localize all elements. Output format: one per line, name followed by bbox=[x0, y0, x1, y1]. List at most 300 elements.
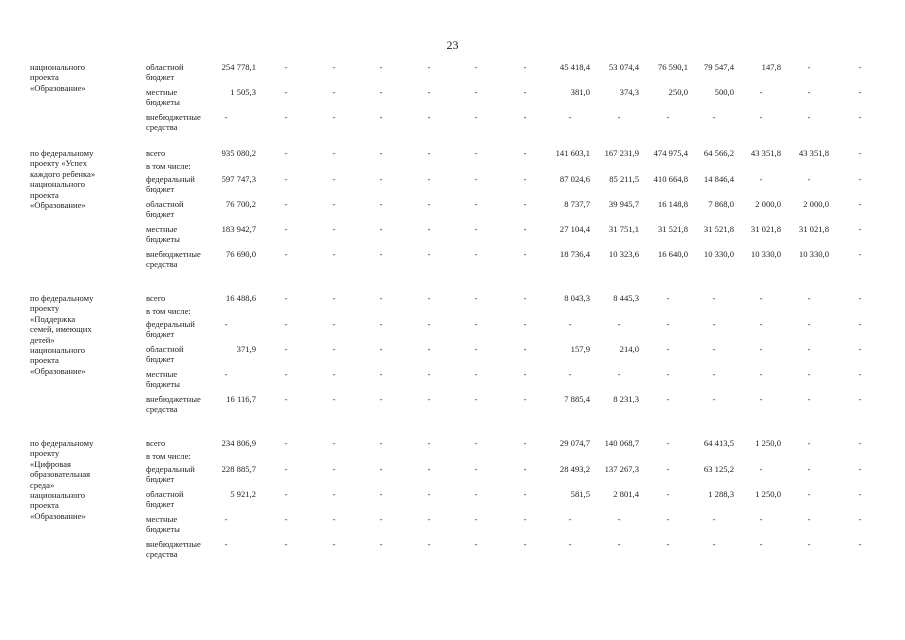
value-cell: - bbox=[568, 319, 572, 329]
year-cell: - bbox=[523, 394, 527, 404]
year-cell: - bbox=[523, 438, 527, 448]
value-cell: 167 231,9 bbox=[604, 148, 639, 158]
funding-source-line: бюджет bbox=[146, 184, 175, 195]
value-cell: 10 330,0 bbox=[703, 249, 734, 259]
funding-source-line: внебюджетные bbox=[146, 112, 201, 122]
value-cell: 64 413,5 bbox=[703, 438, 734, 448]
value-cell: 474 975,4 bbox=[653, 148, 688, 158]
funding-source bbox=[146, 112, 216, 133]
value-cell: - bbox=[617, 539, 621, 549]
year-cell: - bbox=[379, 438, 383, 448]
year-cell: - bbox=[379, 249, 383, 259]
funding-source-line: бюджеты bbox=[146, 524, 180, 535]
year-cell: - bbox=[523, 489, 527, 499]
value-cell: 43 351,8 bbox=[798, 148, 829, 158]
value-cell: - bbox=[807, 62, 811, 72]
funding-source bbox=[146, 539, 216, 560]
funding-source-line: внебюджетные bbox=[146, 249, 201, 259]
value-cell: - bbox=[807, 514, 811, 524]
year-cell: - bbox=[379, 489, 383, 499]
funding-source bbox=[146, 514, 216, 535]
year-cell: - bbox=[332, 112, 336, 122]
value-cell: - bbox=[807, 438, 811, 448]
value-cell: - bbox=[568, 514, 572, 524]
year-cell: - bbox=[379, 174, 383, 184]
year-cell: - bbox=[284, 539, 288, 549]
project-name bbox=[30, 62, 142, 93]
value-cell: - bbox=[617, 514, 621, 524]
year-cell: - bbox=[284, 112, 288, 122]
year-cell: - bbox=[379, 514, 383, 524]
value-cell: 2 000,0 bbox=[803, 199, 829, 209]
value-cell: 18 736,4 bbox=[559, 249, 590, 259]
year-cell: - bbox=[523, 539, 527, 549]
year-cell: - bbox=[332, 87, 336, 97]
funding-source-line: бюджет bbox=[146, 329, 175, 340]
year-cell: - bbox=[427, 224, 431, 234]
project-name-line: по федеральному bbox=[30, 293, 94, 303]
year-cell: - bbox=[474, 464, 478, 474]
project-name-line: национального bbox=[30, 490, 86, 501]
year-cell: - bbox=[332, 293, 336, 303]
project-name-line: среда» bbox=[30, 479, 55, 490]
year-cell: - bbox=[427, 344, 431, 354]
project-name-line: детей» bbox=[30, 334, 55, 345]
year-cell: - bbox=[474, 394, 478, 404]
year-cell: - bbox=[332, 464, 336, 474]
funding-source-line: областной bbox=[146, 199, 184, 209]
value-cell: 45 418,4 bbox=[559, 62, 590, 72]
value-cell: 140 068,7 bbox=[604, 438, 639, 448]
value-cell: 8 737,7 bbox=[564, 199, 590, 209]
value-cell: - bbox=[858, 87, 862, 97]
value-cell: 10 330,0 bbox=[750, 249, 781, 259]
value-cell: 14 846,4 bbox=[703, 174, 734, 184]
year-cell: - bbox=[427, 539, 431, 549]
value-cell: - bbox=[858, 293, 862, 303]
value-cell: - bbox=[666, 489, 670, 499]
value-cell: - bbox=[666, 438, 670, 448]
value-cell: - bbox=[666, 514, 670, 524]
year-cell: - bbox=[284, 438, 288, 448]
value-cell: - bbox=[807, 394, 811, 404]
value-cell: - bbox=[666, 394, 670, 404]
year-cell: - bbox=[523, 87, 527, 97]
funding-source bbox=[146, 319, 216, 340]
year-cell: - bbox=[523, 514, 527, 524]
value-cell: 43 351,8 bbox=[750, 148, 781, 158]
funding-source-line: всего bbox=[146, 293, 166, 303]
funding-source-line: местные bbox=[146, 369, 178, 379]
value-cell: 10 330,0 bbox=[798, 249, 829, 259]
project-name-line: проекта bbox=[30, 189, 59, 200]
year-cell: - bbox=[523, 148, 527, 158]
value-cell: 16 640,0 bbox=[657, 249, 688, 259]
year-cell: - bbox=[427, 249, 431, 259]
funding-source bbox=[146, 161, 216, 171]
year-cell: - bbox=[523, 344, 527, 354]
funding-source-line: всего bbox=[146, 148, 166, 158]
funding-source-line: бюджеты bbox=[146, 379, 180, 390]
project-name-line: национального bbox=[30, 62, 86, 72]
value-cell: 381,0 bbox=[570, 87, 590, 97]
value-cell: 157,9 bbox=[570, 344, 590, 354]
year-cell: - bbox=[427, 394, 431, 404]
funding-source-line: областной bbox=[146, 62, 184, 72]
year-cell: - bbox=[379, 199, 383, 209]
value-cell: 2 801,4 bbox=[613, 489, 639, 499]
year-cell: - bbox=[474, 224, 478, 234]
page-number: 23 bbox=[446, 38, 459, 52]
year-cell: - bbox=[332, 199, 336, 209]
program-block bbox=[0, 293, 905, 415]
year-cell: - bbox=[284, 319, 288, 329]
value-cell: 1 288,3 bbox=[708, 489, 734, 499]
year-cell: - bbox=[284, 249, 288, 259]
project-name bbox=[30, 293, 142, 376]
year-cell: - bbox=[379, 464, 383, 474]
value-cell: 410 664,8 bbox=[653, 174, 688, 184]
funding-source-line: местные bbox=[146, 224, 178, 234]
value-cell: 31 521,8 bbox=[703, 224, 734, 234]
value-cell: - bbox=[807, 319, 811, 329]
project-name-line: «Образование» bbox=[30, 365, 86, 376]
funding-source-line: средства bbox=[146, 122, 178, 133]
year-cell: - bbox=[474, 514, 478, 524]
value-cell: - bbox=[807, 464, 811, 474]
year-cell: - bbox=[284, 293, 288, 303]
project-name bbox=[30, 148, 142, 210]
value-cell: 8 231,3 bbox=[613, 394, 639, 404]
value-cell: - bbox=[858, 344, 862, 354]
total-cell: 16 116,7 bbox=[226, 394, 256, 404]
funding-source-line: федеральный bbox=[146, 464, 195, 474]
value-cell: - bbox=[759, 293, 763, 303]
year-cell: - bbox=[284, 87, 288, 97]
total-cell: - bbox=[224, 112, 228, 122]
year-cell: - bbox=[284, 464, 288, 474]
total-cell: - bbox=[224, 514, 228, 524]
funding-source-line: в том числе: bbox=[146, 306, 191, 316]
project-name-line: проекту bbox=[30, 448, 60, 459]
value-cell: 39 945,7 bbox=[608, 199, 639, 209]
funding-source-line: в том числе: bbox=[146, 451, 191, 461]
project-name-line: по федеральному bbox=[30, 438, 94, 448]
year-cell: - bbox=[523, 62, 527, 72]
project-name-line: национального bbox=[30, 179, 86, 190]
year-cell: - bbox=[427, 464, 431, 474]
value-cell: - bbox=[807, 489, 811, 499]
value-cell: - bbox=[617, 369, 621, 379]
year-cell: - bbox=[474, 62, 478, 72]
value-cell: 8 445,3 bbox=[613, 293, 639, 303]
value-cell: - bbox=[568, 539, 572, 549]
value-cell: 1 250,0 bbox=[755, 489, 781, 499]
year-cell: - bbox=[284, 369, 288, 379]
funding-source-line: внебюджетные bbox=[146, 394, 201, 404]
value-cell: - bbox=[759, 87, 763, 97]
year-cell: - bbox=[284, 394, 288, 404]
year-cell: - bbox=[332, 539, 336, 549]
year-cell: - bbox=[379, 539, 383, 549]
total-cell: 16 488,6 bbox=[225, 293, 256, 303]
total-cell: 1 505,3 bbox=[230, 87, 256, 97]
year-cell: - bbox=[332, 148, 336, 158]
value-cell: - bbox=[666, 319, 670, 329]
value-cell: - bbox=[858, 148, 862, 158]
project-name-line: «Образование» bbox=[30, 200, 86, 211]
year-cell: - bbox=[474, 438, 478, 448]
year-cell: - bbox=[427, 438, 431, 448]
funding-source-line: бюджет bbox=[146, 499, 175, 510]
total-cell: 228 885,7 bbox=[221, 464, 256, 474]
year-cell: - bbox=[379, 87, 383, 97]
value-cell: - bbox=[858, 174, 862, 184]
program-block bbox=[0, 148, 905, 270]
year-cell: - bbox=[284, 174, 288, 184]
funding-source bbox=[146, 369, 216, 390]
value-cell: - bbox=[759, 369, 763, 379]
year-cell: - bbox=[332, 224, 336, 234]
value-cell: - bbox=[712, 319, 716, 329]
value-cell: 141 603,1 bbox=[555, 148, 590, 158]
project-name-line: «Поддержка bbox=[30, 313, 76, 324]
total-cell: 254 778,1 bbox=[221, 62, 256, 72]
year-cell: - bbox=[379, 62, 383, 72]
value-cell: - bbox=[568, 369, 572, 379]
year-cell: - bbox=[427, 112, 431, 122]
value-cell: - bbox=[858, 369, 862, 379]
value-cell: - bbox=[858, 539, 862, 549]
value-cell: 137 267,3 bbox=[604, 464, 639, 474]
year-cell: - bbox=[427, 87, 431, 97]
value-cell: 2 000,0 bbox=[755, 199, 781, 209]
value-cell: 214,0 bbox=[619, 344, 639, 354]
total-cell: 183 942,7 bbox=[221, 224, 256, 234]
value-cell: - bbox=[858, 199, 862, 209]
project-name-line: по федеральному bbox=[30, 148, 94, 158]
funding-source-line: бюджеты bbox=[146, 97, 180, 108]
project-name-line: каждого ребенка» bbox=[30, 168, 96, 179]
year-cell: - bbox=[474, 174, 478, 184]
value-cell: 250,0 bbox=[668, 87, 688, 97]
value-cell: 31 021,8 bbox=[798, 224, 829, 234]
funding-source-line: средства bbox=[146, 404, 178, 415]
funding-source-line: бюджет bbox=[146, 474, 175, 485]
funding-source-line: всего bbox=[146, 438, 166, 448]
value-cell: - bbox=[858, 319, 862, 329]
value-cell: 7 885,4 bbox=[564, 394, 590, 404]
project-name-line: «Образование» bbox=[30, 82, 86, 93]
year-cell: - bbox=[427, 174, 431, 184]
year-cell: - bbox=[332, 489, 336, 499]
value-cell: 64 566,2 bbox=[703, 148, 734, 158]
value-cell: - bbox=[712, 344, 716, 354]
value-cell: - bbox=[858, 249, 862, 259]
year-cell: - bbox=[474, 539, 478, 549]
total-cell: 597 747,3 bbox=[221, 174, 256, 184]
value-cell: - bbox=[666, 369, 670, 379]
value-cell: - bbox=[807, 174, 811, 184]
year-cell: - bbox=[332, 249, 336, 259]
value-cell: - bbox=[858, 394, 862, 404]
year-cell: - bbox=[427, 62, 431, 72]
year-cell: - bbox=[379, 344, 383, 354]
year-cell: - bbox=[474, 319, 478, 329]
year-cell: - bbox=[523, 112, 527, 122]
year-cell: - bbox=[523, 319, 527, 329]
total-cell: - bbox=[224, 369, 228, 379]
year-cell: - bbox=[474, 87, 478, 97]
value-cell: - bbox=[568, 112, 572, 122]
value-cell: - bbox=[759, 344, 763, 354]
value-cell: - bbox=[858, 514, 862, 524]
value-cell: - bbox=[858, 438, 862, 448]
value-cell: - bbox=[759, 539, 763, 549]
funding-source-line: бюджет bbox=[146, 354, 175, 365]
funding-source-line: федеральный bbox=[146, 174, 195, 184]
program-block bbox=[0, 62, 905, 133]
value-cell: - bbox=[666, 344, 670, 354]
value-cell: 63 125,2 bbox=[703, 464, 734, 474]
value-cell: - bbox=[712, 293, 716, 303]
project-name-line: проекта bbox=[30, 72, 59, 83]
total-cell: 76 700,2 bbox=[225, 199, 256, 209]
project-name-line: семей, имеющих bbox=[30, 324, 92, 335]
year-cell: - bbox=[523, 249, 527, 259]
year-cell: - bbox=[284, 489, 288, 499]
value-cell: - bbox=[759, 464, 763, 474]
value-cell: 31 021,8 bbox=[750, 224, 781, 234]
total-cell: 935 080,2 bbox=[221, 148, 256, 158]
value-cell: - bbox=[759, 174, 763, 184]
value-cell: - bbox=[759, 514, 763, 524]
value-cell: 7 868,0 bbox=[708, 199, 734, 209]
value-cell: - bbox=[712, 394, 716, 404]
project-name-line: «Цифровая bbox=[30, 458, 71, 469]
funding-source-line: бюджеты bbox=[146, 234, 180, 245]
project-name-line: проекту «Успех bbox=[30, 158, 88, 169]
total-cell: 76 690,0 bbox=[225, 249, 256, 259]
year-cell: - bbox=[379, 148, 383, 158]
value-cell: - bbox=[807, 369, 811, 379]
project-name-line: образовательная bbox=[30, 469, 91, 480]
year-cell: - bbox=[427, 369, 431, 379]
year-cell: - bbox=[332, 174, 336, 184]
year-cell: - bbox=[474, 369, 478, 379]
year-cell: - bbox=[332, 514, 336, 524]
year-cell: - bbox=[474, 293, 478, 303]
value-cell: - bbox=[858, 489, 862, 499]
funding-source-line: бюджет bbox=[146, 209, 175, 220]
value-cell: - bbox=[617, 319, 621, 329]
year-cell: - bbox=[379, 293, 383, 303]
value-cell: - bbox=[858, 62, 862, 72]
year-cell: - bbox=[332, 394, 336, 404]
year-cell: - bbox=[379, 369, 383, 379]
value-cell: - bbox=[807, 539, 811, 549]
funding-source-line: бюджет bbox=[146, 72, 175, 83]
year-cell: - bbox=[284, 224, 288, 234]
value-cell: 31 751,1 bbox=[608, 224, 639, 234]
funding-source bbox=[146, 306, 216, 316]
value-cell: - bbox=[666, 539, 670, 549]
value-cell: - bbox=[858, 464, 862, 474]
value-cell: - bbox=[807, 344, 811, 354]
value-cell: - bbox=[807, 112, 811, 122]
value-cell: 31 521,8 bbox=[657, 224, 688, 234]
value-cell: 27 104,4 bbox=[559, 224, 590, 234]
funding-source-line: средства bbox=[146, 549, 178, 560]
program-block bbox=[0, 438, 905, 560]
funding-source-line: внебюджетные bbox=[146, 539, 201, 549]
year-cell: - bbox=[284, 199, 288, 209]
year-cell: - bbox=[379, 319, 383, 329]
value-cell: - bbox=[858, 224, 862, 234]
value-cell: 53 074,4 bbox=[608, 62, 639, 72]
year-cell: - bbox=[332, 319, 336, 329]
year-cell: - bbox=[427, 293, 431, 303]
value-cell: 1 250,0 bbox=[755, 438, 781, 448]
project-name-line: проекта bbox=[30, 500, 59, 511]
year-cell: - bbox=[427, 199, 431, 209]
year-cell: - bbox=[474, 489, 478, 499]
value-cell: - bbox=[617, 112, 621, 122]
year-cell: - bbox=[523, 174, 527, 184]
value-cell: - bbox=[666, 112, 670, 122]
value-cell: 76 590,1 bbox=[657, 62, 688, 72]
total-cell: 371,9 bbox=[236, 344, 256, 354]
value-cell: - bbox=[712, 539, 716, 549]
year-cell: - bbox=[523, 369, 527, 379]
year-cell: - bbox=[523, 464, 527, 474]
year-cell: - bbox=[523, 199, 527, 209]
year-cell: - bbox=[474, 112, 478, 122]
value-cell: - bbox=[759, 319, 763, 329]
value-cell: 10 323,6 bbox=[608, 249, 639, 259]
total-cell: - bbox=[224, 319, 228, 329]
funding-source-line: местные bbox=[146, 514, 178, 524]
value-cell: 374,3 bbox=[619, 87, 639, 97]
funding-source bbox=[146, 451, 216, 461]
value-cell: 581,5 bbox=[570, 489, 590, 499]
year-cell: - bbox=[523, 224, 527, 234]
project-name-line: национального bbox=[30, 345, 86, 356]
year-cell: - bbox=[474, 249, 478, 259]
value-cell: - bbox=[759, 394, 763, 404]
year-cell: - bbox=[332, 369, 336, 379]
year-cell: - bbox=[284, 514, 288, 524]
year-cell: - bbox=[284, 62, 288, 72]
value-cell: 29 074,7 bbox=[559, 438, 590, 448]
year-cell: - bbox=[379, 224, 383, 234]
value-cell: 500,0 bbox=[714, 87, 734, 97]
year-cell: - bbox=[332, 344, 336, 354]
year-cell: - bbox=[474, 344, 478, 354]
funding-source-line: областной bbox=[146, 489, 184, 499]
value-cell: - bbox=[807, 293, 811, 303]
funding-source-line: местные bbox=[146, 87, 178, 97]
total-cell: - bbox=[224, 539, 228, 549]
value-cell: - bbox=[858, 112, 862, 122]
year-cell: - bbox=[427, 148, 431, 158]
value-cell: - bbox=[712, 369, 716, 379]
total-cell: 5 921,2 bbox=[230, 489, 256, 499]
year-cell: - bbox=[427, 489, 431, 499]
year-cell: - bbox=[474, 199, 478, 209]
project-name bbox=[30, 438, 142, 521]
value-cell: - bbox=[666, 293, 670, 303]
